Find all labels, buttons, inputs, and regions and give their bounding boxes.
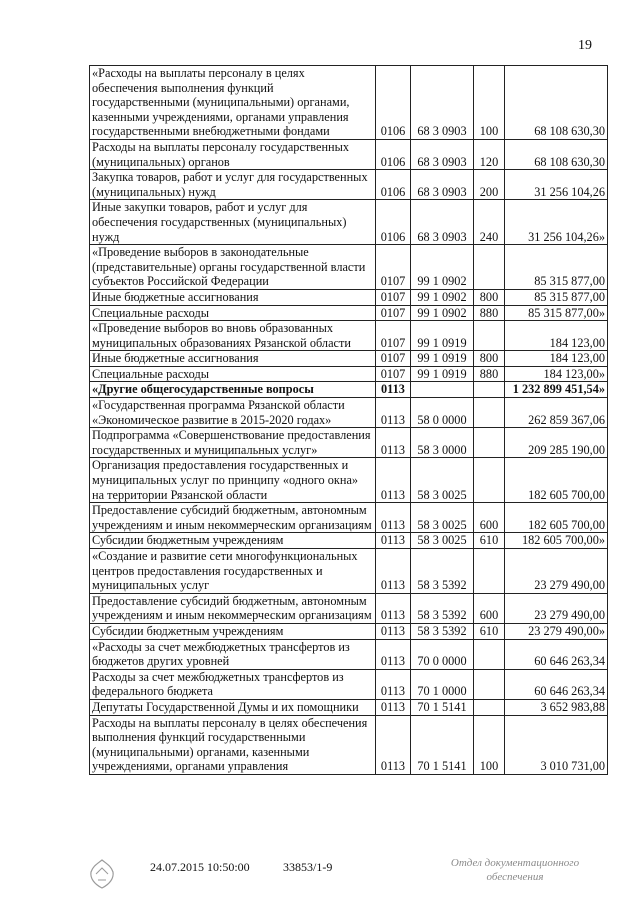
row-name: Предоставление субсидий бюджетным, автономным учреждениям и иным некоммерческим организациям [90,503,376,533]
row-amount: 85 315 877,00» [505,305,608,321]
row-name: «Государственная программа Рязанской области «Экономическое развитие в 2015-2020 годах» [90,398,376,428]
footer-date: 24.07.2015 10:50:00 [150,860,250,874]
row-amount: 182 605 700,00» [505,533,608,549]
row-expense-type: 800 [474,289,505,305]
row-amount: 3 010 731,00 [505,715,608,774]
row-section: 0113 [376,715,411,774]
row-expense-type: 880 [474,366,505,382]
row-section: 0107 [376,245,411,290]
table-row [90,639,608,669]
row-name: Расходы на выплаты персоналу государственных (муниципальных) органов [90,139,376,169]
row-name: Депутаты Государственной Думы и их помощники [90,699,376,715]
table-row [90,66,608,140]
row-name: «Расходы за счет межбюджетных трансфертов из бюджетов других уровней [90,639,376,669]
row-expense-type [474,245,505,290]
row-expense-type [474,321,505,351]
row-expense-type [474,428,505,458]
footer-document-number: 33853/1-9 [283,860,333,874]
row-amount: 23 279 490,00» [505,623,608,639]
row-amount: 184 123,00» [505,366,608,382]
row-amount: 1 232 899 451,54» [505,382,608,398]
row-target-code: 99 1 0919 [411,351,474,367]
row-amount: 23 279 490,00 [505,549,608,594]
table-row [90,623,608,639]
row-amount: 60 646 263,34 [505,669,608,699]
row-amount: 184 123,00 [505,321,608,351]
row-expense-type: 600 [474,593,505,623]
row-amount: 85 315 877,00 [505,289,608,305]
table-row [90,699,608,715]
row-target-code: 99 1 0902 [411,245,474,290]
row-name: Субсидии бюджетным учреждениям [90,623,376,639]
row-target-code: 58 3 0025 [411,533,474,549]
row-section: 0113 [376,549,411,594]
row-target-code: 99 1 0902 [411,305,474,321]
row-amount: 85 315 877,00 [505,245,608,290]
row-amount: 31 256 104,26» [505,200,608,245]
table-row [90,245,608,290]
row-target-code: 58 0 0000 [411,398,474,428]
row-name: Специальные расходы [90,366,376,382]
row-target-code: 68 3 0903 [411,139,474,169]
budget-table-body [90,66,608,775]
row-target-code: 58 3 0025 [411,503,474,533]
row-section: 0113 [376,428,411,458]
row-section: 0107 [376,321,411,351]
row-expense-type: 600 [474,503,505,533]
row-section: 0113 [376,669,411,699]
row-target-code: 58 3 5392 [411,549,474,594]
row-target-code: 99 1 0919 [411,366,474,382]
row-amount: 68 108 630,30 [505,66,608,140]
row-amount: 209 285 190,00 [505,428,608,458]
row-amount: 182 605 700,00 [505,503,608,533]
row-amount: 31 256 104,26 [505,170,608,200]
row-target-code [411,382,474,398]
row-section: 0113 [376,382,411,398]
row-name: Иные бюджетные ассигнования [90,351,376,367]
row-target-code: 70 0 0000 [411,639,474,669]
row-target-code: 99 1 0902 [411,289,474,305]
table-row [90,366,608,382]
row-section: 0106 [376,200,411,245]
row-name: Иные закупки товаров, работ и услуг для обеспечения государственных (муниципальных) нужд [90,200,376,245]
row-name: «Создание и развитие сети многофункциональных центров предоставления государственных и муниципальных услуг [90,549,376,594]
row-amount: 182 605 700,00 [505,458,608,503]
row-expense-type: 100 [474,715,505,774]
stamp-line-2: обеспечения [486,871,544,883]
row-section: 0113 [376,623,411,639]
row-section: 0106 [376,170,411,200]
row-expense-type [474,458,505,503]
row-name: Организация предоставления государственных и муниципальных услуг по принципу «одного окна» на территории Рязанской области [90,458,376,503]
row-target-code: 58 3 5392 [411,623,474,639]
table-row [90,593,608,623]
row-name: Предоставление субсидий бюджетным, автономным учреждениям и иным некоммерческим организациям [90,593,376,623]
row-target-code: 68 3 0903 [411,200,474,245]
row-target-code: 68 3 0903 [411,170,474,200]
row-expense-type: 200 [474,170,505,200]
row-name: Закупка товаров, работ и услуг для государственных (муниципальных) нужд [90,170,376,200]
row-expense-type: 610 [474,533,505,549]
row-expense-type: 800 [474,351,505,367]
stamp-line-1: Отдел документационного [450,857,580,869]
table-row [90,669,608,699]
row-section: 0107 [376,366,411,382]
table-row [90,715,608,774]
row-section: 0107 [376,351,411,367]
row-expense-type [474,382,505,398]
table-row [90,398,608,428]
footer [0,856,640,896]
emblem-icon [88,858,116,890]
table-row [90,428,608,458]
row-section: 0107 [376,305,411,321]
row-expense-type: 100 [474,66,505,140]
row-name: «Проведение выборов в законодательные (представительные) органы государственной власти субъектов Российской Федерации [90,245,376,290]
row-amount: 23 279 490,00 [505,593,608,623]
row-section: 0106 [376,139,411,169]
row-expense-type [474,398,505,428]
row-target-code: 58 3 0000 [411,428,474,458]
row-amount: 262 859 367,06 [505,398,608,428]
row-expense-type: 880 [474,305,505,321]
row-section: 0113 [376,639,411,669]
table-row [90,458,608,503]
table-row [90,503,608,533]
row-section: 0107 [376,289,411,305]
row-amount: 184 123,00 [505,351,608,367]
row-expense-type [474,549,505,594]
row-target-code: 99 1 0919 [411,321,474,351]
row-section: 0113 [376,699,411,715]
row-expense-type: 610 [474,623,505,639]
row-expense-type [474,669,505,699]
row-section: 0113 [376,593,411,623]
row-expense-type: 120 [474,139,505,169]
row-expense-type [474,699,505,715]
department-stamp [430,856,600,884]
row-expense-type [474,639,505,669]
table-row [90,305,608,321]
row-name: «Другие общегосударственные вопросы [90,382,376,398]
table-row [90,289,608,305]
row-target-code: 70 1 5141 [411,699,474,715]
row-name: Специальные расходы [90,305,376,321]
row-amount: 68 108 630,30 [505,139,608,169]
table-row [90,533,608,549]
row-target-code: 58 3 5392 [411,593,474,623]
row-section: 0113 [376,398,411,428]
table-row [90,382,608,398]
table-row [90,200,608,245]
row-name: «Расходы на выплаты персоналу в целях обеспечения выполнения функций государственными (муниципальными) органами, казенными учреждениями, органами управления государственными внебюджетными фондами [90,66,376,140]
row-target-code: 68 3 0903 [411,66,474,140]
row-name: Подпрограмма «Совершенствование предоставления государственных и муниципальных услуг» [90,428,376,458]
table-row [90,170,608,200]
row-target-code: 70 1 5141 [411,715,474,774]
table-row [90,351,608,367]
budget-table [89,65,608,775]
row-name: Расходы на выплаты персоналу в целях обеспечения выполнения функций государственными (муниципальными) органами, казенными учреждениями, органами управления [90,715,376,774]
row-target-code: 58 3 0025 [411,458,474,503]
row-name: «Проведение выборов во вновь образованных муниципальных образованиях Рязанской области [90,321,376,351]
row-name: Расходы за счет межбюджетных трансфертов из федерального бюджета [90,669,376,699]
row-expense-type: 240 [474,200,505,245]
row-name: Иные бюджетные ассигнования [90,289,376,305]
row-target-code: 70 1 0000 [411,669,474,699]
table-row [90,139,608,169]
row-name: Субсидии бюджетным учреждениям [90,533,376,549]
row-section: 0106 [376,66,411,140]
row-amount: 60 646 263,34 [505,639,608,669]
table-row [90,549,608,594]
table-row [90,321,608,351]
page-number: 19 [578,38,592,53]
row-section: 0113 [376,458,411,503]
row-section: 0113 [376,533,411,549]
row-section: 0113 [376,503,411,533]
row-amount: 3 652 983,88 [505,699,608,715]
